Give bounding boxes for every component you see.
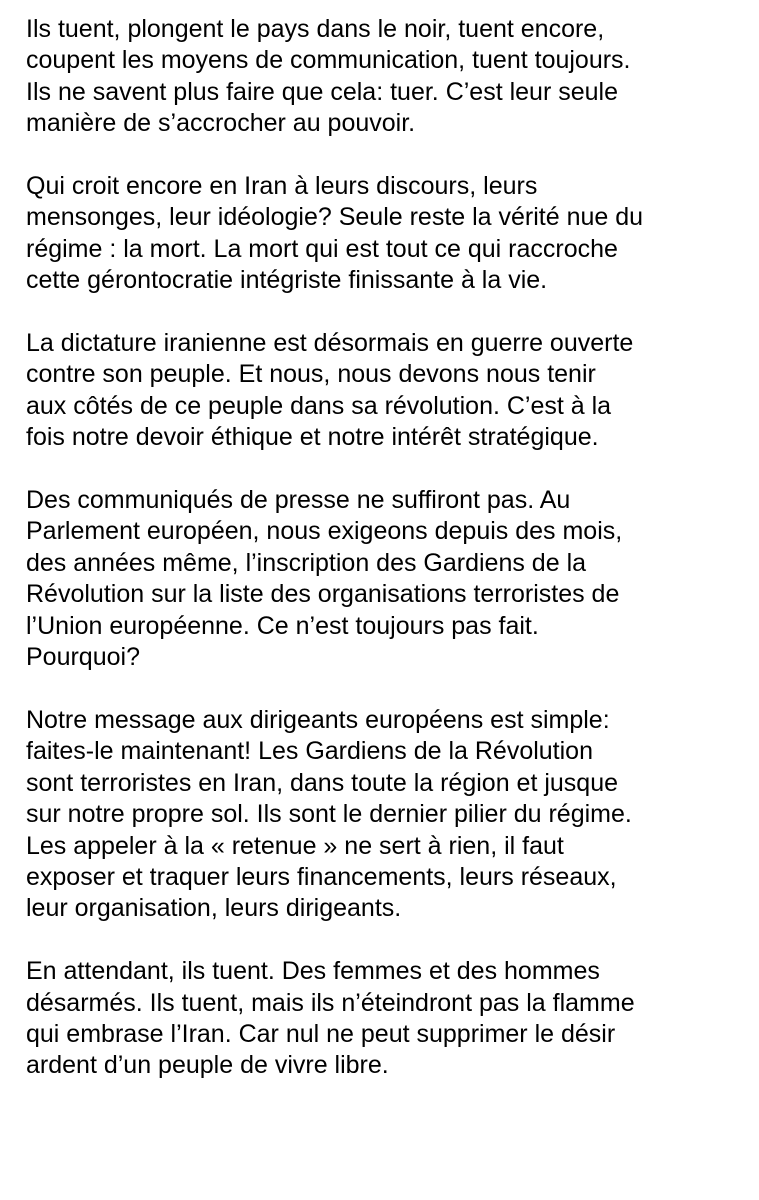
paragraph-4 [26,485,739,673]
text-line: faites-le maintenant! Les Gardiens de la Révolution [26,737,593,766]
text-line: régime : la mort. La mort qui est tout ce qui raccroche [26,234,618,263]
text-line: ardent d’un peuple de vivre libre. [26,1051,389,1080]
text-line: Révolution sur la liste des organisations terroristes de [26,580,620,609]
text-line: coupent les moyens de communication, tuent toujours. [26,46,631,75]
paragraph-3 [26,328,739,454]
text-line: Qui croit encore en Iran à leurs discours, leurs [26,172,538,201]
text-line: Notre message aux dirigeants européens est simple: [26,705,610,734]
text-line: qui embrase l’Iran. Car nul ne peut supprimer le désir [26,1019,616,1048]
text-line: désarmés. Ils tuent, mais ils n’éteindront pas la flamme [26,988,635,1017]
text-line: manière de s’accrocher au pouvoir. [26,109,416,138]
text-line: Les appeler à la « retenue » ne sert à rien, il faut [26,831,564,860]
text-line: leur organisation, leurs dirigeants. [26,894,402,923]
text-line: l’Union européenne. Ce n’est toujours pas fait. [26,611,539,640]
text-line: des années même, l’inscription des Gardiens de la [26,548,587,577]
paragraph-2 [26,171,739,297]
text-line: sur notre propre sol. Ils sont le dernier pilier du régime. [26,800,632,829]
text-line: mensonges, leur idéologie? Seule reste la vérité nue du [26,203,644,232]
paragraph-1 [26,14,739,140]
text-line: En attendant, ils tuent. Des femmes et des hommes [26,957,600,986]
text-line: La dictature iranienne est désormais en guerre ouverte [26,329,634,358]
text-line: fois notre devoir éthique et notre intérêt stratégique. [26,423,599,452]
text-line: cette gérontocratie intégriste finissante à la vie. [26,266,548,295]
text-line: sont terroristes en Iran, dans toute la région et jusque [26,768,619,797]
paragraph-6 [26,956,739,1082]
text-line: Parlement européen, nous exigeons depuis des mois, [26,517,623,546]
text-line: Ils ne savent plus faire que cela: tuer. C’est leur seule [26,77,618,106]
text-line: contre son peuple. Et nous, nous devons nous tenir [26,360,596,389]
text-line: exposer et traquer leurs financements, leurs réseaux, [26,862,617,891]
paragraph-5 [26,705,739,925]
text-line: Des communiqués de presse ne suffiront pas. Au [26,486,571,515]
text-line: aux côtés de ce peuple dans sa révolution. C’est à la [26,391,612,420]
text-line: Pourquoi? [26,643,140,672]
text-line: Ils tuent, plongent le pays dans le noir, tuent encore, [26,15,605,43]
